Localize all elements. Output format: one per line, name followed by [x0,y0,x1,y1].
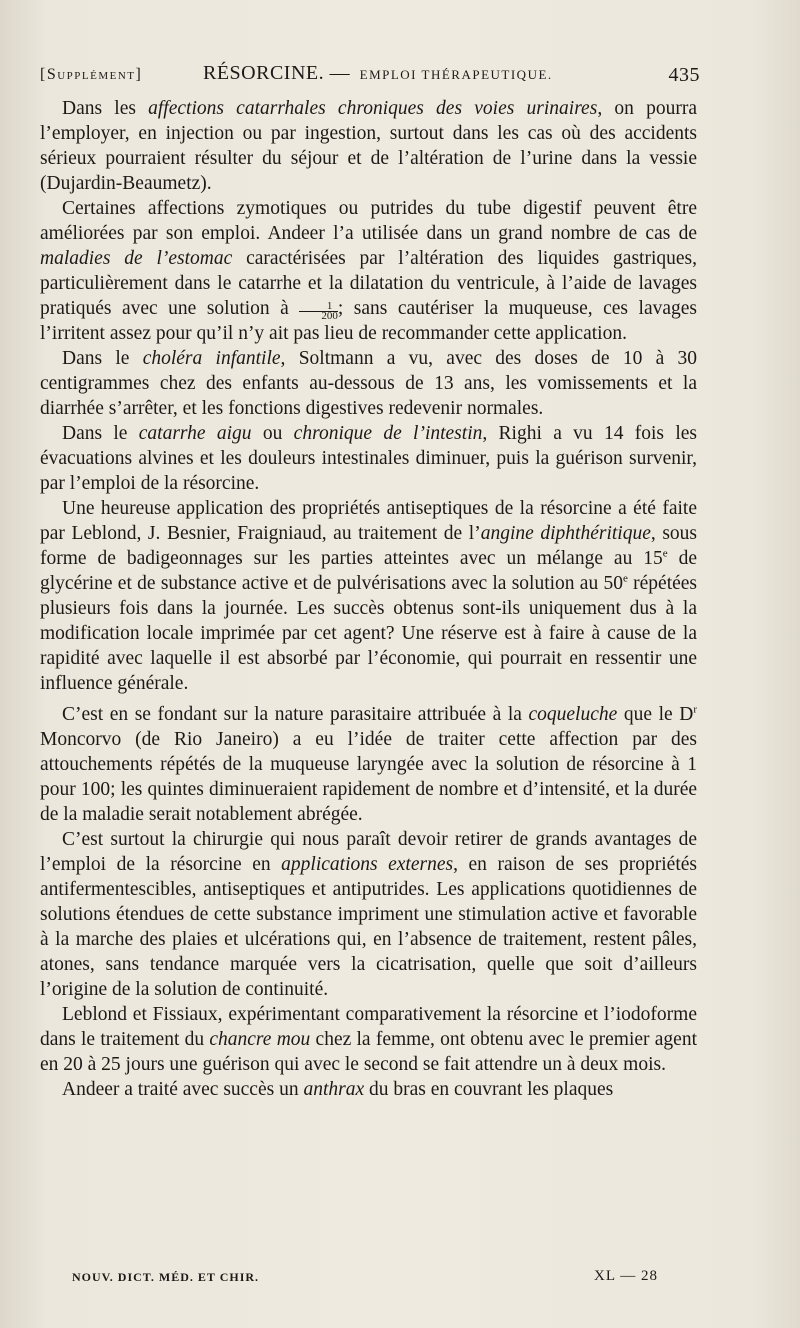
text-run: , on pourra l’employer, en injection ou par ingestion, surtout dans les cas où des accidents sérieux pourraient résulter du séjour et de l’altération de l’urine dans la vessie (Dujardin-Beaumetz). [40,98,697,194]
paragraph [40,1002,697,1077]
text-run: Une heureuse application des propriétés antiseptiques de la résorcine a été faite par Leblond, J. Besnier, Fraigniaud, au traitement de l’ [40,498,697,544]
italic-term: catarrhe aigu [138,423,252,444]
italic-term: anthrax [303,1079,365,1100]
header-section: [Supplément] [40,66,143,83]
text-run: , Righi a vu 14 fois les évacuations alvines et les douleurs intestinales diminuer, puis la guérison survenir, par l’emploi de la résorcine. [40,423,697,494]
page-footer [72,1268,658,1288]
text-run: , Soltmann a vu, avec des doses de 10 à 30 centigrammes chez des enfants au-dessous de 13 ans, les vomissements et la diarrhée s’arrêter, et les fonctions digestives redevenir normales. [40,348,698,419]
paragraph [40,702,697,827]
text-run: ; sans cautériser la muqueuse, ces lavages l’irritent assez pour qu’il n’y ait pas lieu de recommander cette application. [40,298,697,344]
paragraph [40,421,697,496]
text-run: caractérisées par l’altération des liquides gastriques, particulièrement dans le catarrhe et la dilatation du ventricule, à l’aide de lavages pratiqués avec une solution à [40,248,697,319]
paragraph [40,496,697,696]
text-run: , sous forme de badigeonnages sur les parties atteintes avec un mélange au 15 [40,523,697,569]
header-title-group [203,62,553,85]
fraction-numerator: 1 [299,302,338,312]
header-subtitle: EMPLOI THÉRAPEUTIQUE. [359,67,553,82]
page-number: 435 [668,64,700,86]
text-run: du bras en couvrant les plaques [364,1079,614,1100]
header-dash: — [324,62,356,84]
text-run: Certaines affections zymotiques ou putrides du tube digestif peuvent être améliorées par son emploi. Andeer l’a utilisée dans un grand nombre de cas de [40,198,697,244]
text-run: Dans le [62,348,143,369]
footer-signature: NOUV. DICT. MÉD. ET CHIR. [72,1270,260,1284]
text-run: C’est surtout la chirurgie qui nous paraît devoir retirer de grands avantages de l’emploi de la résorcine en [40,829,697,875]
paragraph [40,827,697,1002]
body-text [40,96,697,1102]
italic-term: chronique de l’intestin [293,423,483,444]
paragraph [40,1077,697,1102]
footer-volume: XL — 28 [594,1268,658,1284]
header-title: RÉSORCINE. [203,62,325,84]
italic-term: chancre mou [209,1029,311,1050]
text-run: Dans les [62,98,149,119]
text-run: Leblond et Fissiaux, expérimentant comparativement la résorcine et l’iodoforme dans le traitement du [40,1004,697,1050]
superscript: e [622,572,628,585]
text-run: répétées plusieurs fois dans la journée. Les succès obtenus sont-ils uniquement dus à la modification locale imprimée par cet agent? Une réserve est à faire à cause de la rapidité avec laquelle il est absorbé par l’économie, qui pourrait en ressentir une influence générale. [40,573,698,694]
text-run: chez la femme, ont obtenu avec le premier agent en 20 à 25 jours une guérison qui avec le second se fait attendre un à deux mois. [40,1029,697,1075]
running-header [40,62,700,92]
paragraph [40,96,697,196]
italic-term: choléra infantile [142,348,281,369]
fraction [299,302,338,321]
paragraph [40,196,697,346]
text-run: que le D [617,704,694,725]
italic-term: coqueluche [528,704,618,725]
superscript: r [693,703,697,716]
text-run: Dans le [62,423,139,444]
italic-term: angine diphthéritique [480,523,651,544]
text-run: , en raison de ses propriétés antifermentescibles, antiseptiques et antiputrides. Les applications quotidiennes de solutions étendues de cette substance impriment une stimulation active et favorable à la marche des plaies et ulcérations qui, en l’absence de traitement, restent pâles, atones, sans tendance marquée vers la cicatrisation, quelle que soit d’ailleurs l’origine de la solution de continuité. [40,854,697,1000]
italic-term: affections catarrhales chroniques des voies urinaires [148,98,598,119]
text-run: C’est en se fondant sur la nature parasitaire attribuée à la [62,704,529,725]
italic-term: maladies de l’estomac [40,248,233,269]
text-run: de glycérine et de substance active et de pulvérisations avec la solution au 50 [40,548,697,594]
superscript: e [662,547,668,560]
paragraph [40,346,697,421]
fraction-denominator: 200 [321,310,338,322]
text-run: ou [251,423,294,444]
italic-term: applications externes [281,854,454,875]
text-run: Andeer a traité avec succès un [62,1079,304,1100]
text-run: Moncorvo (de Rio Janeiro) a eu l’idée de traiter cette affection par des attouchements répétés de la muqueuse laryngée avec la solution de résorcine à 1 pour 100; les quintes diminueraient rapidement de nombre et d’intensité, et la durée de la maladie serait notablement abrégée. [40,729,697,825]
